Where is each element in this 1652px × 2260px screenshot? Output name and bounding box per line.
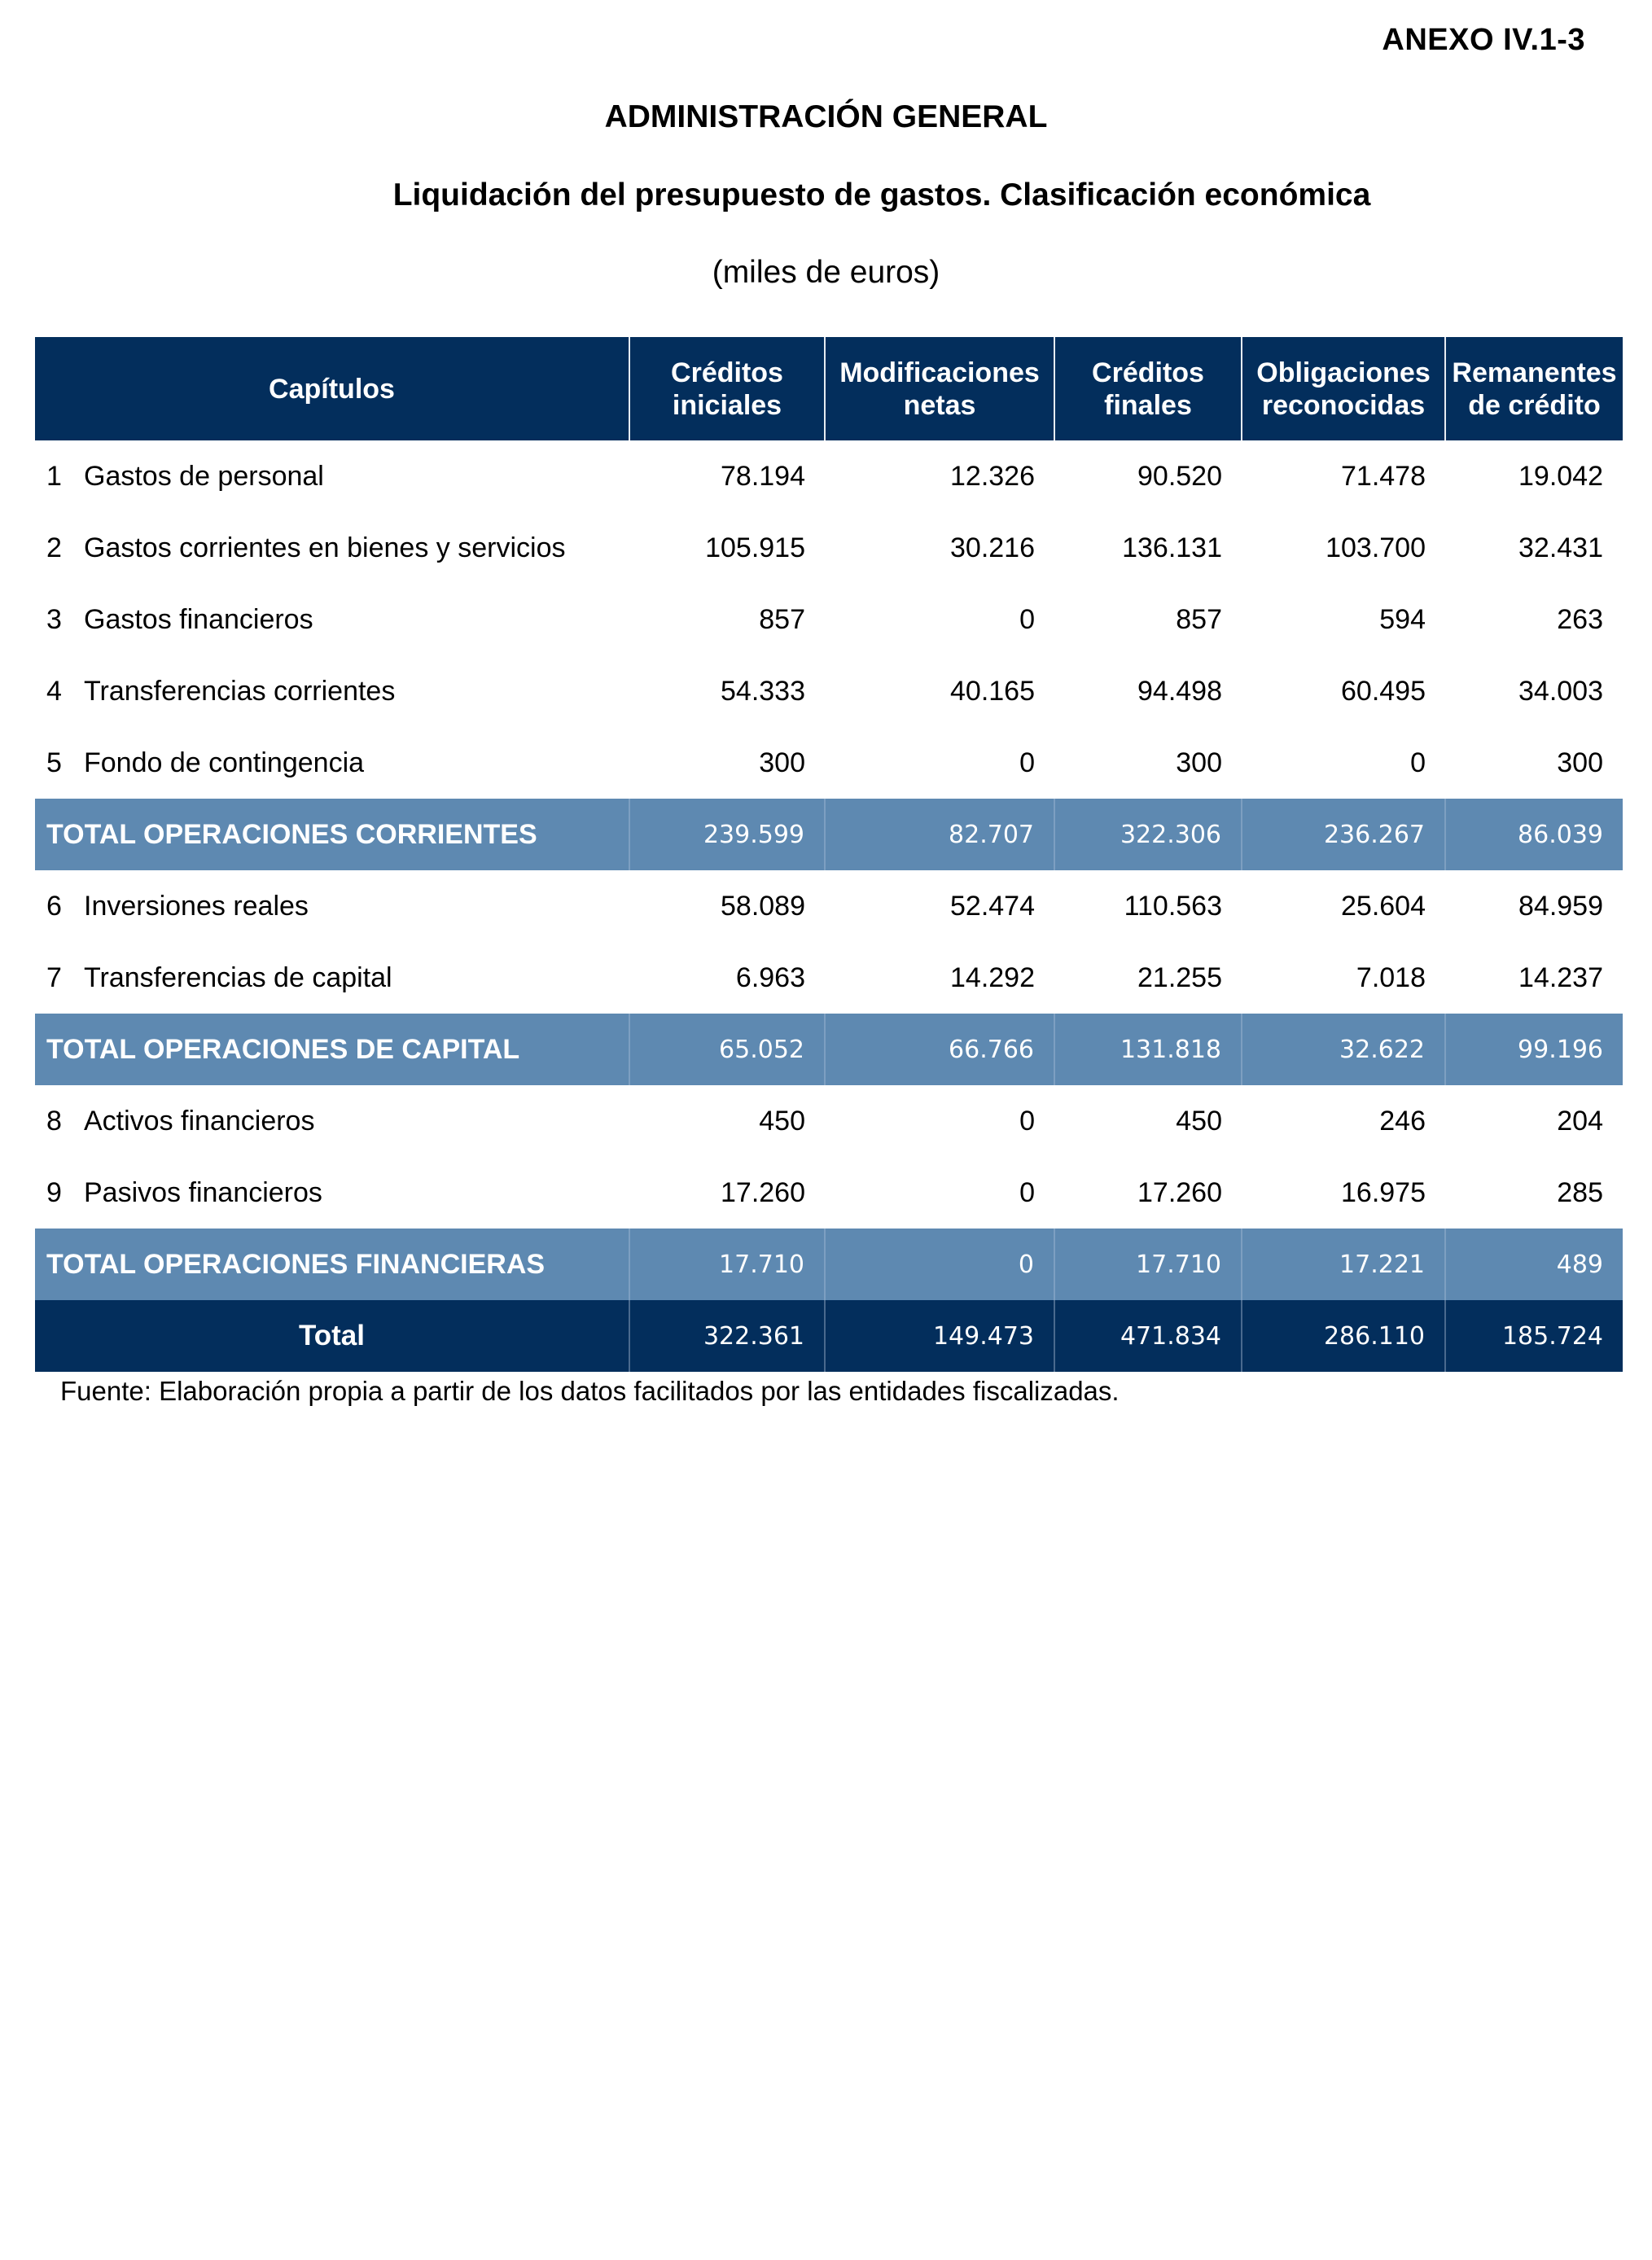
column-header-creditos-finales: Créditos finales — [1054, 337, 1242, 440]
cell-value: 857 — [759, 603, 805, 635]
cell-value: 263 — [1557, 603, 1603, 635]
cell-value: 246 — [1379, 1105, 1426, 1137]
table-row — [35, 727, 1623, 799]
row-label: 9 Pasivos financieros — [46, 1176, 322, 1208]
table-row — [35, 512, 1623, 584]
source-note: Fuente: Elaboración propia a partir de los datos facilitados por las entidades fiscalizadas. — [60, 1376, 1120, 1406]
cell-value: 16.975 — [1341, 1176, 1426, 1208]
row-label: 5 Fondo de contingencia — [46, 747, 365, 778]
cell-value: 322.306 — [1054, 799, 1242, 870]
table-row — [35, 584, 1623, 655]
cell-value: 82.707 — [825, 799, 1054, 870]
cell-value: 7.018 — [1356, 961, 1426, 993]
subtotal-row-financieras — [35, 1229, 1623, 1300]
row-label: 7 Transferencias de capital — [46, 961, 392, 993]
cell-value: 17.260 — [1137, 1176, 1222, 1208]
cell-value: 60.495 — [1341, 675, 1426, 707]
cell-value: 32.431 — [1518, 532, 1603, 563]
cell-value: 236.267 — [1242, 799, 1445, 870]
row-label: 2 Gastos corrientes en bienes y servicios — [46, 532, 566, 563]
cell-value: 40.165 — [950, 675, 1035, 707]
table-row — [35, 942, 1623, 1014]
cell-value: 65.052 — [629, 1014, 825, 1085]
cell-value: 25.604 — [1341, 890, 1426, 922]
cell-value: 17.221 — [1242, 1229, 1445, 1300]
cell-value: 471.834 — [1054, 1300, 1242, 1372]
cell-value: 78.194 — [721, 460, 805, 492]
table-row — [35, 440, 1623, 512]
units-note: (miles de euros) — [712, 255, 940, 290]
cell-value: 34.003 — [1518, 675, 1603, 707]
column-header-modificaciones-netas: Modificaciones netas — [825, 337, 1054, 440]
annex-label: ANEXO IV.1-3 — [1382, 23, 1585, 57]
cell-value: 0 — [1019, 603, 1035, 635]
row-label: 3 Gastos financieros — [46, 603, 313, 635]
table-header-row — [35, 337, 1623, 440]
cell-value: 149.473 — [825, 1300, 1054, 1372]
row-label: TOTAL OPERACIONES DE CAPITAL — [35, 1014, 629, 1085]
cell-value: 450 — [1176, 1105, 1222, 1137]
table-row — [35, 1157, 1623, 1229]
cell-value: 54.333 — [721, 675, 805, 707]
cell-value: 239.599 — [629, 799, 825, 870]
table-row — [35, 1085, 1623, 1157]
table-row — [35, 870, 1623, 942]
cell-value: 19.042 — [1518, 460, 1603, 492]
cell-value: 90.520 — [1137, 460, 1222, 492]
column-header-obligaciones-reconocidas: Obligaciones reconocidas — [1242, 337, 1445, 440]
cell-value: 0 — [1019, 747, 1035, 778]
cell-value: 32.622 — [1242, 1014, 1445, 1085]
cell-value: 17.710 — [629, 1229, 825, 1300]
cell-value: 594 — [1379, 603, 1426, 635]
row-label: 6 Inversiones reales — [46, 890, 309, 922]
cell-value: 0 — [1019, 1176, 1035, 1208]
cell-value: 322.361 — [629, 1300, 825, 1372]
table-row — [35, 655, 1623, 727]
cell-value: 105.915 — [705, 532, 805, 563]
subtotal-row-capital — [35, 1014, 1623, 1085]
cell-value: 300 — [759, 747, 805, 778]
cell-value: 12.326 — [950, 460, 1035, 492]
cell-value: 71.478 — [1341, 460, 1426, 492]
cell-value: 99.196 — [1445, 1014, 1623, 1085]
column-header-creditos-iniciales: Créditos iniciales — [629, 337, 825, 440]
cell-value: 285 — [1557, 1176, 1603, 1208]
cell-value: 6.963 — [735, 961, 805, 993]
cell-value: 58.089 — [721, 890, 805, 922]
cell-value: 286.110 — [1242, 1300, 1445, 1372]
cell-value: 131.818 — [1054, 1014, 1242, 1085]
cell-value: 300 — [1557, 747, 1603, 778]
cell-value: 94.498 — [1137, 675, 1222, 707]
subtotal-row-corrientes — [35, 799, 1623, 870]
row-label: TOTAL OPERACIONES FINANCIERAS — [35, 1229, 629, 1300]
grand-total-row — [35, 1300, 1623, 1372]
cell-value: 103.700 — [1326, 532, 1426, 563]
cell-value: 86.039 — [1445, 799, 1623, 870]
row-label: 8 Activos financieros — [46, 1105, 315, 1137]
cell-value: 0 — [1410, 747, 1426, 778]
budget-table — [35, 337, 1623, 1372]
cell-value: 204 — [1557, 1105, 1603, 1137]
column-header-remanentes-credito: Remanentes de crédito — [1445, 337, 1623, 440]
cell-value: 489 — [1445, 1229, 1623, 1300]
cell-value: 300 — [1176, 747, 1222, 778]
cell-value: 17.260 — [721, 1176, 805, 1208]
cell-value: 450 — [759, 1105, 805, 1137]
row-label: TOTAL OPERACIONES CORRIENTES — [35, 799, 629, 870]
row-label: 4 Transferencias corrientes — [46, 675, 396, 707]
entity-title: ADMINISTRACIÓN GENERAL — [604, 99, 1048, 134]
cell-value: 185.724 — [1445, 1300, 1623, 1372]
cell-value: 52.474 — [950, 890, 1035, 922]
cell-value: 66.766 — [825, 1014, 1054, 1085]
table-subtitle: Liquidación del presupuesto de gastos. Clasificación económica — [392, 177, 1371, 212]
row-label: Total — [35, 1300, 629, 1372]
row-label: 1 Gastos de personal — [46, 460, 324, 492]
cell-value: 17.710 — [1054, 1229, 1242, 1300]
cell-value: 84.959 — [1518, 890, 1603, 922]
cell-value: 14.292 — [950, 961, 1035, 993]
cell-value: 0 — [1019, 1105, 1035, 1137]
cell-value: 30.216 — [950, 532, 1035, 563]
cell-value: 0 — [825, 1229, 1054, 1300]
cell-value: 136.131 — [1122, 532, 1222, 563]
cell-value: 14.237 — [1518, 961, 1603, 993]
cell-value: 110.563 — [1124, 890, 1222, 922]
cell-value: 857 — [1176, 603, 1222, 635]
column-header-capitulos: Capítulos — [35, 337, 629, 440]
cell-value: 21.255 — [1137, 961, 1222, 993]
